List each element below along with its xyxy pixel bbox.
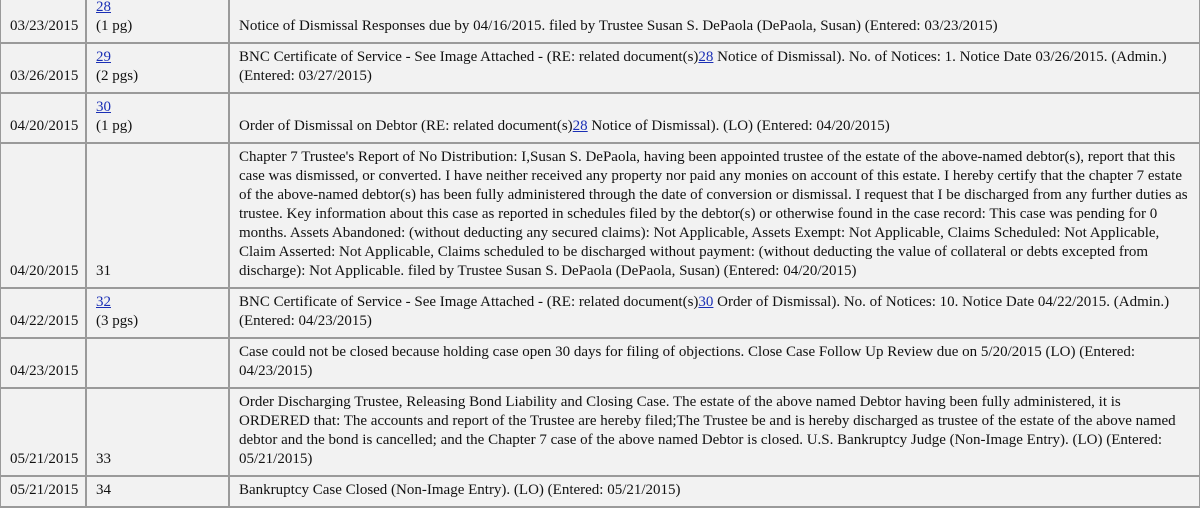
page-count: (1 pg): [96, 18, 133, 34]
docket-entry-row: [0, 388, 1200, 476]
docket-text-body: BNC Certificate of Service - See Image Attached - (RE: related document(s): [239, 294, 699, 310]
page-count: (3 pgs): [96, 313, 139, 329]
filing-date: 04/22/2015: [0, 288, 86, 338]
filing-date: 05/21/2015: [0, 476, 86, 507]
document-number-cell: [86, 43, 229, 93]
document-number-link[interactable]: 28: [96, 0, 111, 15]
docket-text: [229, 388, 1200, 476]
docket-entry-row: [0, 93, 1200, 143]
docket-text: [229, 476, 1200, 507]
related-document-link[interactable]: 28: [572, 118, 588, 134]
docket-text-body: Bankruptcy Case Closed (Non-Image Entry). (LO) (Entered: 05/21/2015): [239, 482, 681, 498]
docket-text: [229, 43, 1200, 93]
docket-text-body: Case could not be closed because holding case open 30 days for filing of objections. Close Case Follow Up Review due on 5/20/2015 (LO) (Entered: 04/23/2015): [239, 344, 1136, 379]
document-number: 33: [96, 451, 111, 467]
docket-text-body: Order of Dismissal on Debtor (RE: related document(s): [239, 118, 573, 134]
docket-entry-row: [0, 338, 1200, 388]
document-number: 34: [96, 482, 111, 498]
document-number-cell: [86, 388, 229, 476]
filing-date: 04/23/2015: [0, 338, 86, 388]
docket-entry-row: [0, 143, 1200, 288]
filing-date: 04/20/2015: [0, 93, 86, 143]
docket-text: [229, 288, 1200, 338]
docket-text: [229, 338, 1200, 388]
docket-text: [229, 143, 1200, 288]
document-number-cell: [86, 93, 229, 143]
docket-text-body: Chapter 7 Trustee's Report of No Distribution: I,Susan S. DePaola, having been appointed trustee of the estate of the above-named debtor(s), report that this case was dismissed, or converted. I have neither received any property nor paid any monies on account of this estate. I hereby certify that the chapter 7 estate of the above-named debtor(s) has been fully administered through the date of conversion or dismissal. I request that I be discharged from any further duties as trustee. Key information about this case as reported in schedules filed by the debtor(s) or otherwise found in the case record: This case was pending for 0 months. Assets Abandoned: (without deducting any secured claims): Not Applicable, Assets Exempt: Not Applicable, Claims Scheduled: Not Applicable, Claim Asserted: Not Applicable, Claims scheduled to be discharged without payment: (without deducting the value of collateral or debts excepted from discharge): Not Applicable. filed by Trustee Susan S. DePaola (DePaola, Susan) (Entered: 04/20/2015): [239, 149, 1188, 279]
document-number-link[interactable]: 32: [96, 294, 111, 310]
filing-date: 03/26/2015: [0, 43, 86, 93]
docket-text-continuation: Notice of Dismissal). No. of Notices: 1. Notice Date 03/26/2015. (Admin.) (Entered: 03/27/2015): [239, 49, 1167, 84]
document-number-cell: [86, 288, 229, 338]
filing-date: 05/21/2015: [0, 388, 86, 476]
docket-entry-row: [0, 43, 1200, 93]
document-number-link[interactable]: 30: [96, 99, 111, 115]
related-document-link[interactable]: 30: [698, 294, 714, 310]
docket-text: [229, 93, 1200, 143]
docket-entry-row: [0, 476, 1200, 507]
related-document-link[interactable]: 28: [698, 49, 714, 65]
docket-text-continuation: Order of Dismissal). No. of Notices: 10. Notice Date 04/22/2015. (Admin.) (Entered: 04/23/2015): [239, 294, 1170, 329]
filing-date: 03/23/2015: [0, 0, 86, 43]
page-count: (1 pg): [96, 118, 133, 134]
page-count: (2 pgs): [96, 68, 139, 84]
document-number-cell: [86, 338, 229, 388]
docket-entry-row: [0, 288, 1200, 338]
docket-text-continuation: Notice of Dismissal). (LO) (Entered: 04/20/2015): [587, 118, 890, 134]
document-number: 31: [96, 263, 111, 279]
document-number-cell: [86, 476, 229, 507]
filing-date: 04/20/2015: [0, 143, 86, 288]
docket-entry-row: [0, 0, 1200, 43]
document-number-link[interactable]: 29: [96, 49, 111, 65]
document-number-cell: [86, 0, 229, 43]
docket-text: [229, 0, 1200, 43]
document-number-cell: [86, 143, 229, 288]
docket-text-body: Notice of Dismissal Responses due by 04/16/2015. filed by Trustee Susan S. DePaola (DePaola, Susan) (Entered: 03/23/2015): [239, 18, 998, 34]
docket-text-body: Order Discharging Trustee, Releasing Bond Liability and Closing Case. The estate of the above named Debtor having been fully administered, it is ORDERED that: The accounts and report of the Trustee are hereby filed;The Trustee be and is hereby discharged as trustee of the estate of the above named debtor and the bond is cancelled; and the Chapter 7 case of the above named Debtor is closed. U.S. Bankruptcy Judge (Non-Image Entry). (LO) (Entered: 05/21/2015): [239, 394, 1176, 467]
docket-text-body: BNC Certificate of Service - See Image Attached - (RE: related document(s): [239, 49, 699, 65]
